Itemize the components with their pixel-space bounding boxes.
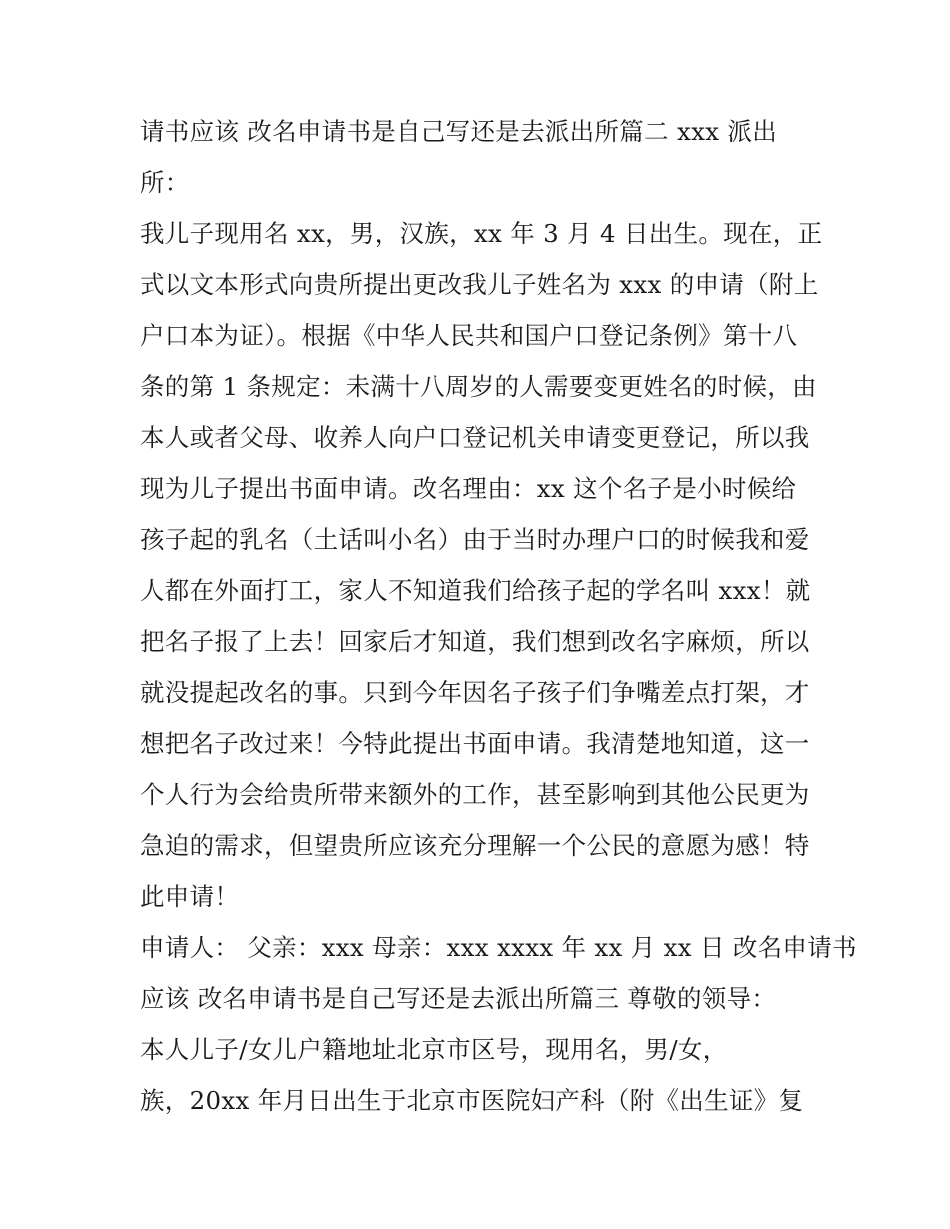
text-line-7: 本人或者父母、收养人向户口登记机关申请变更登记，所以我 — [140, 423, 810, 452]
text-line-11: 把名子报了上去！回家后才知道，我们想到改名字麻烦，所以 — [140, 627, 810, 656]
text-line-1: 请书应该 改名申请书是自己写还是去派出所篇二 xxx 派出 — [140, 117, 778, 146]
text-line-3: 我儿子现用名 xx，男，汉族，xx 年 3 月 4 日出生。现在，正 — [140, 219, 823, 248]
text-line-2: 所： — [140, 168, 190, 197]
text-line-14: 个人行为会给贵所带来额外的工作，甚至影响到其他公民更为 — [140, 780, 810, 809]
text-line-5: 户口本为证）。根据《中华人民共和国户口登记条例》第十八 — [140, 321, 798, 350]
text-line-19: 本人儿子/女儿户籍地址北京市区号，现用名，男/女， — [140, 1035, 728, 1064]
text-line-10: 人都在外面打工，家人不知道我们给孩子起的学名叫 xxx！就 — [140, 576, 811, 605]
text-line-13: 想把名子改过来！今特此提出书面申请。我清楚地知道，这一 — [140, 729, 810, 758]
text-line-8: 现为儿子提出书面申请。改名理由：xx 这个名子是小时候给 — [140, 474, 797, 503]
text-line-15: 急迫的需求，但望贵所应该充分理解一个公民的意愿为感！特 — [140, 831, 810, 860]
text-line-18: 应该 改名申请书是自己写还是去派出所篇三 尊敬的领导： — [140, 984, 777, 1013]
text-line-4: 式以文本形式向贵所提出更改我儿子姓名为 xxx 的申请（附上 — [140, 270, 819, 299]
text-line-12: 就没提起改名的事。只到今年因名子孩子们争嘴差点打架，才 — [140, 678, 810, 707]
text-line-20: 族，20xx 年月日出生于北京市医院妇产科（附《出生证》复 — [140, 1086, 804, 1115]
document-body — [140, 106, 857, 1126]
text-line-16: 此申请！ — [140, 882, 240, 911]
text-line-17: 申请人： 父亲：xxx 母亲：xxx xxxx 年 xx 月 xx 日 改名申请书 — [140, 933, 857, 962]
text-line-6: 条的第 1 条规定：未满十八周岁的人需要变更姓名的时候，由 — [140, 372, 817, 401]
text-line-9: 孩子起的乳名（土话叫小名）由于当时办理户口的时候我和爱 — [140, 525, 810, 554]
